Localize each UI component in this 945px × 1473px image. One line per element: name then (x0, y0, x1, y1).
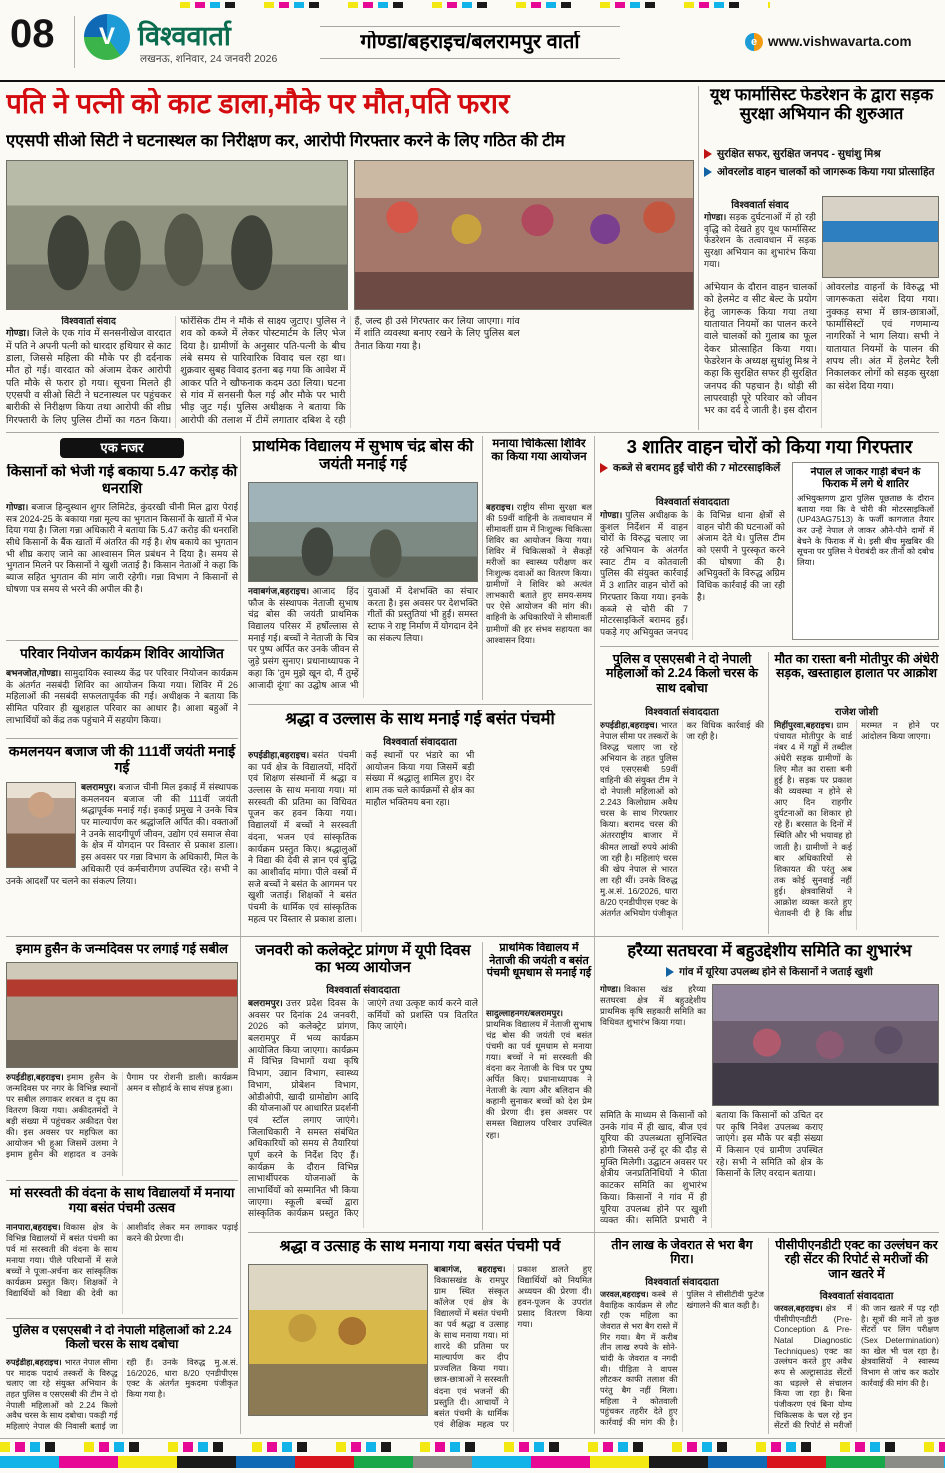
body-text: विकास खंड हरैय्या सतघरवा क्षेत्र में बहुउद्देशीय प्राथमिक कृषि सहकारी समिति का विधिवत शुभारंभ किया गया। (600, 984, 706, 1028)
body-text: बसंत पंचमी का पर्व क्षेत्र के विद्यालयों, मंदिरों एवं शिक्षण संस्थानों में श्रद्धा व उल्लास के साथ मनाया गया। मां सरस्वती की प्रतिमा का विधिवत पूजन कर हवन किया गया। विद्यालयों में बच्चों ने सरस्वती वंदना, भजन एवं सांस्कृतिक कार्यक्रम प्रस्तुत किए। श्रद्धालुओं ने विद्या की देवी से ज्ञान एवं बुद्धि का आशीर्वाद मांगा। पीले वस्त्रों में सजे बच्चों ने बसंत के आगमन पर खुशी जताई। शिक्षकों ने बसंत पंचमी के धार्मिक एवं सांस्कृतिक महत्व पर विस्तार से प्रकाश डाला। कई स्थानों पर भंडारे का भी आयोजन किया गया जिसमें बड़ी संख्या में श्रद्धालु शामिल हुए। देर शाम तक चले कार्यक्रमों से क्षेत्र का माहौल भक्तिमय बना रहा। (248, 750, 475, 924)
basant-ullas-byline: विश्ववार्ता संवाददाता (383, 737, 457, 748)
rule-horizontal (6, 640, 238, 641)
section-title: गोण्डा/बहराइच/बलरामपुर वार्ता (360, 31, 580, 53)
rule-horizontal (320, 58, 620, 59)
body-pariwar-niyojan (6, 668, 238, 734)
dateline: रुपईडीहा,बहराइच। (248, 750, 310, 760)
bullet-text: कब्जे से बरामद हुईं चोरी की 7 मोटरसाइकिलें (613, 462, 781, 474)
pcp-byline: विश्ववार्ता संवाददाता (819, 1291, 894, 1302)
body-text: विकासखंड के रामपुर ग्राम स्थित संस्कृत कॉलेज एवं क्षेत्र के विद्यालयों में बसंत पंचमी का पर्व श्रद्धा व उत्साह के साथ मनाया गया। मां शारदे की प्रतिमा पर माल्यार्पण कर दीप प्रज्वलित किया गया। छात्र-छात्राओं ने सरस्वती वंदना एवं भजनों की प्रस्तुति दी। आचार्यों ने बसंत पंचमी के धार्मिक एवं शैक्षिक महत्व पर प्रकाश डालते हुए विद्यार्थियों को नियमित अध्ययन की प्रेरणा दी। हवन-पूजन के उपरांत प्रसाद वितरण किया गया। (434, 1264, 592, 1429)
bullet-text: गांव में यूरिया उपलब्ध होने से किसानों ने जताई खुशी (679, 966, 873, 978)
headline-subhash-jayanti: प्राथमिक विद्यालय में सुभाष चंद्र बोस की जयंती मनाई गई (252, 438, 474, 473)
body-text: विकास क्षेत्र के विभिन्न विद्यालयों में बसंत पंचमी का पर्व मां सरस्वती की वंदना के साथ मनाया गया। पीले परिधानों में सजे बच्चों ने पूजा-अर्चना कर सांस्कृतिक कार्यक्रम प्रस्तुत किए। शिक्षकों ने विद्यार्थियों को विद्या की देवी का आशीर्वाद लेकर मन लगाकर पढ़ाई करने की प्रेरणा दी। (6, 1222, 238, 1299)
rule-horizontal (6, 936, 939, 937)
lead-body-text: जिले के एक गांव में सनसनीखेज वारदात में पति ने अपनी पत्नी को धारदार हथियार से काट डाला, जिससे महिला की मौके पर ही दर्दनाक मौत हो गई। वारदात को अंजाम देकर आरोपी पति मौके से फरार हो गया। सूचना मिलते ही एएसपी व सीओ सिटी ने घटनास्थल पर पहुंचकर बारीकी से निरीक्षण किया तथा आरोपी की शीघ्र गिरफ्तारी के लिए पुलिस टीमों का गठन किया। फोरेंसिक टीम ने मौके से साक्ष्य जुटाए। पुलिस ने शव को कब्जे में लेकर पोस्टमार्टम के लिए भेज दिया है। ग्रामीणों के अनुसार पति-पत्नी के बीच लंबे समय से पारिवारिक विवाद चल रहा था। शुक्रवार सुबह विवाद इतना बढ़ गया कि आवेश में आकर पति ने खौफनाक कदम उठा लिया। घटना से गांव में सनसनी फैल गई और मौके पर भारी भीड़ जुट गई। पुलिस अधीक्षक ने बताया कि आरोपी की तलाश में टीमें लगातार दबिश दे रही हैं, जल्द ही उसे गिरफ्तार कर लिया जाएगा। गांव में शांति व्यवस्था बनाए रखने के लिए पुलिस बल तैनात किया गया है। (6, 316, 520, 426)
arrow-bullet-icon (704, 149, 712, 159)
dateline: जरवल,बहराइच। (774, 1304, 823, 1313)
photo-basant-group (248, 1264, 428, 1416)
rule-horizontal (6, 432, 939, 433)
page-number: 08 (10, 12, 55, 56)
dateline: रुपईडीहा,बहराइच। (6, 1072, 64, 1082)
motipur-byline: राजेश जोशी (834, 707, 879, 718)
jewellery-byline: विश्ववार्ता संवाददाता (645, 1277, 719, 1288)
edition-line: लखनऊ, शनिवार, 24 जनवरी 2026 (140, 53, 278, 65)
body-text: बजाज चीनी मिल इकाई में संस्थापक कमलनयन बजाज जी की 111वीं जयंती श्रद्धापूर्वक मनाई गई। इकाई प्रमुख ने उनके चित्र पर माल्यार्पण कर श्रद्धांजलि अर्पित की। वक्ताओं ने उनके सादगीपूर्ण जीवन, उद्योग एवं समाज सेवा के क्षेत्र में योगदान पर विस्तार से प्रकाश डाला। इस अवसर पर गन्ना विभाग के अधिकारी, मिल के अधिकारी एवं कर्मचारीगण उपस्थित रहे। सभी ने उनके आदर्शों पर चलने का संकल्प लिया। (6, 782, 238, 886)
headline-bajaj-jayanti: कमलनयन बजाज जी की 111वीं जयंती मनाई गई (8, 744, 236, 775)
body-motipur (774, 720, 939, 930)
arrow-bullet-icon (704, 167, 712, 177)
photo-school-function (248, 482, 478, 582)
rule-horizontal (6, 738, 238, 739)
rule-vertical (482, 436, 483, 700)
bullet-text: ओवरलोड वाहन चालकों को जागरूक किया गया प्रोत्साहित (717, 166, 935, 178)
body-medical-camp (486, 502, 592, 698)
body-netaji-basant (486, 1008, 592, 1228)
body-kisan-bakaya (6, 502, 238, 636)
body-text: भारत नेपाल सीमा पर तस्करों के विरुद्ध चलाए जा रहे अभियान के तहत पुलिस एवं एसएसबी 59वीं वाहिनी की संयुक्त टीम ने दो नेपाली महिलाओं को 2.243 किलोग्राम अवैध चरस के साथ गिरफ्तार किया। बरामद चरस की अंतरराष्ट्रीय बाजार में कीमत लाखों रुपये आंकी जा रही है। महिलाएं चरस की खेप नेपाल से भारत ला रही थीं। उनके विरुद्ध मु.अ.सं. 16/2026, धारा 8/20 एनडीपीएस एक्ट के अंतर्गत अभियोग पंजीकृत कर विधिक कार्रवाई की जा रही है। (600, 720, 764, 918)
photo-road-safety-banner (822, 196, 939, 278)
side-box-body: अभियुक्तगण द्वारा पुलिस पूछताछ के दौरान बताया गया कि वे चोरी की मोटरसाइकिलों (UP43AG7513) के फर्जी कागजात तैयार कर उन्हें नेपाल ले जाकर औने-पौने दामों में बेचने के फिराक में थे। इसी बीच मुखबिर की सूचना पर पुलिस ने घेराबंदी कर तीनों को दबोच लिया। (797, 493, 934, 567)
body-text: क्षेत्र में पीसीपीएनडीटी (Pre-Conception & Pre-Natal Diagnostic Techniques) एक्ट का उल्लंघन करते हुए अवैध रूप से अल्ट्रासाउंड सेंटरों का धड़ल्ले से संचालन किया जा रहा है। बिना पंजीकरण एवं बिना योग्य चिकित्सक के चल रहे इन सेंटरों की रिपोर्ट से मरीजों की जान खतरे में पड़ रही है। सूत्रों की मानें तो कुछ सेंटरों पर लिंग परीक्षण (Sex Determination) का खेल भी चल रहा है। क्षेत्रवासियों ने स्वास्थ्य विभाग से जांच कर कठोर कार्रवाई की मांग की है। (774, 1304, 939, 1431)
body-text: सड़क दुर्घटनाओं में हो रही वृद्धि को देखते हुए यूथ फार्मासिस्ट फेडरेशन के तत्वावधान में सड़क सुरक्षा अभियान का शुभारंभ किया गया। (704, 212, 816, 269)
dateline: बाबागंज, बहराइच। (434, 1264, 506, 1274)
dateline: बलरामपुर। (248, 998, 283, 1008)
body-text: आजाद हिंद फौज के संस्थापक नेताजी सुभाष चंद्र बोस की जयंती प्राथमिक विद्यालय परिसर में हर्षोल्लास से मनाई गई। बच्चों ने नेताजी के चित्र पर पुष्प अर्पित कर उनके जीवन से जुड़े प्रसंग सुनाए। प्रधानाध्यापक ने कहा कि 'तुम मुझे खून दो, मैं तुम्हें आजादी दूंगा' का उद्घोष आज भी युवाओं में देशभक्ति का संचार करता है। इस अवसर पर देशभक्ति गीतों की प्रस्तुतियां भी हुईं। समस्त स्टाफ ने राष्ट्र निर्माण में योगदान देने का संकल्प लिया। (248, 586, 478, 690)
roadsafety-bullet-1 (704, 148, 939, 164)
thieves-byline: विश्ववार्ता संवाददाता (655, 497, 730, 508)
headline-saraswati-vandana: मां सरस्वती की वंदना के साथ विद्यालयों में मनाया गया बसंत पंचमी उत्सव (9, 1186, 235, 1215)
photo-sabeel-street (6, 962, 238, 1068)
body-up-diwas (248, 998, 478, 1228)
web-logo-icon: e (745, 33, 763, 51)
website-url: www.vishwavarta.com (768, 34, 912, 49)
body-pcpndt (774, 1304, 939, 1432)
body-text: बजाज हिन्दुस्थान शुगर लिमिटेड, कुंदरखी चीनी मिल द्वारा पेराई सत्र 2024-25 के बकाया गन्ना मूल्य का भुगतान किसानों के खातों में भेज दिया गया है। जिला गन्ना अधिकारी ने बताया कि 5.47 करोड़ की धनराशि सीधे किसानों के बैंक खातों में अंतरित की गई है। शेष बकाये का भुगतान भी शीघ्र कराए जाने का आश्वासन मिल प्रबंधन ने दिया है। समय से भुगतान मिलने पर किसानों ने खुशी जताई है। किसान नेताओं ने कहा कि ब्याज सहित भुगतान की मांग जारी रहेगी। गन्ना विभाग ने किसानों से घोषणा पत्र समय से भरने की अपील की है। (6, 502, 238, 594)
photo-crime-scene-inspection (6, 160, 348, 310)
rule-vertical (768, 652, 769, 934)
body-thieves (600, 510, 785, 640)
photo-bajaj-portrait (6, 782, 76, 868)
roadsafety-body-intro (704, 212, 816, 278)
masthead-rule (0, 80, 945, 82)
roadsafety-body: अभियान के दौरान वाहन चालकों को हेलमेट व सीट बेल्ट के प्रयोग हेतु जागरूक किया गया तथा यातायात नियमों का पालन करने वाले चालकों को गुलाब का फूल देकर प्रोत्साहित किया गया। फेडरेशन के अध्यक्ष सुधांशु मिश्र ने कहा कि सुरक्षित सफर ही सुरक्षित जनपद की पहचान है। थोड़ी सी लापरवाही पूरे परिवार को जीवन भर का दर्द दे जाती है। इस दौरान ओवरलोड वाहनों के विरुद्ध भी जागरूकता संदेश दिया गया। नुक्कड़ सभा में छात्र-छात्राओं, फार्मासिस्टों एवं गणमान्य नागरिकों ने भाग लिया। सभी ने यातायात नियमों के पालन की शपथ ली। अंत में हेलमेट रैली निकालकर लोगों को सड़क सुरक्षा का संदेश दिया गया। (704, 282, 939, 417)
charas-right-byline: विश्ववार्ता संवाददाता (645, 707, 719, 718)
lead-dateline: गोण्डा। (6, 328, 30, 340)
brand-name: विश्ववार्ता (138, 21, 231, 51)
roadsafety-headline: यूथ फार्मासिस्ट फेडरेशन के द्वारा सड़क सुरक्षा अभियान की शुरुआत (709, 86, 934, 123)
bullet-text: सुरक्षित सफर, सुरक्षित जनपद - सुधांशु मिश्र (717, 148, 881, 160)
headline-netaji-basant: प्राथमिक विद्यालय में नेताजी की जयंती व बसंत पंचमी धूमधाम से मनाई गई (486, 942, 592, 980)
roadsafety-bullet-2 (704, 166, 939, 194)
print-color-bar-top (180, 2, 770, 8)
dateline: बलरामपुर। (81, 782, 116, 792)
brand-logo-icon: V (84, 14, 130, 60)
body-text: पुलिस अधीक्षक के कुशल निर्देशन में वाहन चोरों के विरुद्ध चलाए जा रहे अभियान के अंतर्गत स्वाट टीम व कोतवाली पुलिस की संयुक्त कार्रवाई में 3 शातिर वाहन चोरों को गिरफ्तार किया गया। इनके कब्जे से चोरी की 7 मोटरसाइकिलें बरामद हुईं। पकड़े गए अभियुक्त जनपद के विभिन्न थाना क्षेत्रों से वाहन चोरी की घटनाओं को अंजाम देते थे। पुलिस टीम को एसपी ने पुरस्कृत करने की घोषणा की है। अभियुक्तों के विरुद्ध अग्रिम विधिक कार्रवाई की जा रही है। (600, 510, 785, 637)
body-text: इमाम हुसैन के जन्मदिवस पर नगर के विभिन्न स्थानों पर सबील लगाकर शरबत व दूध का वितरण किया गया। अकीदतमंदों ने बड़ी संख्या में पहुंचकर अकीदत पेश की। इस अवसर पर महफिल का आयोजन भी हुआ जिसमें उलमा ने इमाम हुसैन की शहादत व उनके पैगाम पर रोशनी डाली। कार्यक्रम अमन व सौहार्द के साथ संपन्न हुआ। (6, 1072, 238, 1160)
rule-horizontal (320, 26, 620, 27)
body-basant-utsah (434, 1264, 592, 1432)
rule-horizontal (0, 1438, 945, 1439)
dateline: बहराइच। (486, 502, 514, 512)
dateline: रुपईडीहा,बहराइच। (6, 1358, 62, 1367)
rule-vertical (240, 436, 241, 1434)
body-charas-right (600, 720, 764, 930)
thieves-highlight (600, 462, 785, 492)
body-text: ग्राम पंचायत मोतीपुर के वार्ड नंबर 4 में गड्ढों में तब्दील अंधेरी सड़क ग्रामीणों के लिए मौत का रास्ता बनी हुई है। सड़क पर प्रकाश की व्यवस्था न होने से आए दिन राहगीर दुर्घटनाओं का शिकार हो रहे हैं। बरसात के दिनों में स्थिति और भी भयावह हो जाती है। ग्रामीणों ने कई बार अधिकारियों से शिकायत की परंतु अब तक कोई सुनवाई नहीं हुई। क्षेत्रवासियों ने आक्रोश व्यक्त करते हुए चेतावनी दी है कि शीघ्र मरम्मत न होने पर आंदोलन किया जाएगा। (774, 720, 939, 918)
headline-harraiya-samiti: हरैय्या सतघरवा में बहुउद्देशीय समिति का शुभारंभ (627, 942, 912, 960)
rule-vertical (768, 1238, 769, 1434)
body-basant-ullas (248, 750, 592, 932)
dateline: गोण्डा। (600, 510, 623, 520)
dateline: मिहींपुरवा,बहराइच। (774, 720, 834, 730)
body-text: सामुदायिक स्वास्थ्य केंद्र पर परिवार नियोजन कार्यक्रम के अंतर्गत नसबंदी शिविर का आयोजन किया गया। शिविर में 26 महिलाओं की नसबंदी सफलतापूर्वक की गई। अधीक्षक ने बताया कि सीमित परिवार ही खुशहाल परिवार का आधार है। आशा बहुओं ने लाभार्थियों को केंद्र तक पहुंचाने में सहयोग किया। (6, 668, 238, 725)
headline-pcpndt: पीसीपीएनडीटी एक्ट का उल्लंघन कर रही सेंटर की रिपोर्ट से मरीजों की जान खतरे में (775, 1238, 938, 1281)
rule-horizontal (600, 646, 939, 647)
headline-pariwar-niyojan: परिवार नियोजन कार्यक्रम शिविर आयोजित (20, 646, 224, 661)
dateline: रुपईडीहा,बहराइच। (600, 720, 658, 730)
body-saraswati-vandana (6, 1222, 238, 1314)
headline-imam-sabeel: इमाम हुसैन के जन्मदिवस पर लगाई गई सबील (16, 942, 228, 956)
dateline: जरवल,बहराइच। (600, 1290, 649, 1299)
arrow-bullet-icon (600, 463, 608, 473)
body-text: प्राथमिक विद्यालय में नेताजी सुभाष चंद्र बोस की जयंती एवं बसंत पंचमी का पर्व धूमधाम से मनाया गया। बच्चों ने मां सरस्वती की वंदना कर नेताजी के चित्र पर पुष्प अर्पित किए। प्रधानाध्यापक ने नेताजी के त्याग और बलिदान की कहानी सुनाकर बच्चों को देश प्रेम की प्रेरणा दी। इस अवसर पर समस्त विद्यालय परिवार उपस्थित रहा। (486, 1019, 592, 1140)
lead-body (6, 316, 694, 428)
arrow-bullet-icon (666, 967, 674, 977)
lead-subhead: एएसपी सीओ सिटी ने घटनास्थल का निरीक्षण कर, आरोपी गिरफ्तार करने के लिए गठित की टीम (6, 132, 565, 150)
rule-vertical (594, 436, 595, 1434)
thieves-side-box (792, 462, 939, 640)
lead-byline: विश्ववार्ता संवाद (61, 316, 116, 327)
dateline: गोण्डा। (6, 502, 29, 512)
headline-motipur-road: मौत का रास्ता बनी मोतीपुर की अंधेरी सड़क, खस्ताहाल हालात पर आक्रोश (774, 652, 939, 681)
dateline: नवाबगंज,बहराइच। (248, 586, 310, 596)
body-text: राष्ट्रीय सीमा सुरक्षा बल की 59वीं वाहिनी के तत्वावधान में सीमावर्ती ग्राम में निःशुल्क चिकित्सा शिविर का आयोजन किया गया। शिविर में चिकित्सकों ने सैकड़ों मरीजों का स्वास्थ्य परीक्षण कर निःशुल्क दवाओं का वितरण किया। ग्रामीणों ने शिविर को अत्यंत लाभकारी बताते हुए समय-समय पर ऐसे आयोजन की मांग की। वाहिनी के अधिकारियों ने सीमावर्ती ग्रामीणों की हर संभव सहायता का आश्वासन दिया। (486, 502, 592, 645)
rule-vertical (698, 86, 699, 430)
harraiya-highlight (600, 966, 939, 981)
headline-medical-camp: मनाया चिकित्सा शिविर का किया गया आयोजन (491, 438, 587, 464)
body-harraiya-intro (600, 984, 706, 1104)
dateline: सादुल्लाहनगर/बलरामपुर। (486, 1008, 564, 1018)
body-harraiya: समिति के माध्यम से किसानों को उनके गांव में ही खाद, बीज एवं यूरिया की उपलब्धता सुनिश्चित होगी जिससे उन्हें दूर की दौड़ से मुक्ति मिलेगी। उद्घाटन अवसर पर क्षेत्रीय जनप्रतिनिधियों ने फीता काटकर समिति का शुभारंभ किया। किसानों ने गांव में ही यूरिया उपलब्ध होने पर खुशी व्यक्त की। समिति प्रभारी ने बताया कि किसानों को उचित दर पर कृषि निवेश उपलब्ध कराए जाएंगे। इस मौके पर बड़ी संख्या में किसान एवं ग्रामीण उपस्थित रहे। सभी ने समिति को क्षेत्र के किसानों के लिए वरदान बताया। (600, 1110, 823, 1226)
headline-vehicle-thieves: 3 शातिर वाहन चोरों को किया गया गिरफ्तार (626, 436, 913, 457)
body-text: उत्तर प्रदेश दिवस के अवसर पर दिनांक 24 जनवरी, 2026 को कलेक्ट्रेट प्रांगण, बलरामपुर में भव्य कार्यक्रम आयोजित किया जाएगा। कार्यक्रम में विभिन्न विभागों यथा कृषि विभाग, उद्यान विभाग, स्वास्थ्य विभाग, प्रोबेशन विभाग, ओडीओपी, खादी ग्रामोद्योग आदि की योजनाओं पर आधारित प्रदर्शनी एवं स्टॉल लगाए जाएंगे। जिलाधिकारी ने समस्त संबंधित अधिकारियों को समय से तैयारियां पूर्ण करने के निर्देश दिए हैं। कार्यक्रम के दौरान विभिन्न लाभार्थीपरक योजनाओं के लाभार्थियों को सम्मानित भी किया जाएगा। स्कूली बच्चों द्वारा सांस्कृतिक कार्यक्रम प्रस्तुत किए जाएंगे तथा उत्कृष्ट कार्य करने वाले कर्मियों को प्रशस्ति पत्र वितरित किए जाएंगे। (248, 998, 478, 1219)
body-bajaj-jayanti (6, 782, 238, 932)
headline-up-diwas: जनवरी को कलेक्ट्रेट प्रांगण में यूपी दिवस का भव्य आयोजन (255, 942, 471, 977)
body-charas-left (6, 1358, 238, 1434)
dateline: बभनजोत,गोण्डा। (6, 668, 62, 678)
up-diwas-byline: विश्ववार्ता संवाददाता (326, 985, 400, 996)
headline-jewellery-bag: तीन लाख के जेवरात से भरा बैग गिरा। (611, 1238, 753, 1267)
rule-horizontal (6, 1318, 238, 1319)
photo-ribbon-cutting (712, 984, 939, 1106)
headline-basant-utsah: श्रद्धा व उत्साह के साथ मनाया गया बसंत पंचमी पर्व (279, 1238, 561, 1255)
headline-basant-ullas: श्रद्धा व उल्लास के साथ मनाई गई बसंत पंचमी (285, 710, 555, 728)
body-jewellery-bag (600, 1290, 764, 1432)
rule-horizontal (248, 1232, 939, 1233)
lead-headline: पति ने पत्नी को काट डाला,मौके पर मौत,पति फरार (6, 88, 510, 119)
roadsafety-byline: विश्ववार्ता संवाद (731, 200, 789, 211)
dateline: गोण्डा। (704, 212, 727, 222)
print-color-bar-solid (0, 1456, 945, 1468)
body-subhash (248, 586, 478, 698)
photo-village-crowd (354, 160, 694, 310)
rule-horizontal (248, 704, 592, 705)
headline-charas-right: पुलिस व एसएसबी ने दो नेपाली महिलाओं को 2.24 किलो चरस के साथ दबोचा (605, 652, 759, 695)
body-imam-sabeel (6, 1072, 238, 1176)
dateline: गोण्डा। (600, 984, 621, 994)
dateline: नानपारा,बहराइच। (6, 1222, 61, 1232)
body-text: कस्बे से वैवाहिक कार्यक्रम से लौट रही एक महिला का जेवरात से भरा बैग रास्ते में गिर गया। बैग में करीब तीन लाख रुपये के सोने-चांदी के जेवरात व नगदी थी। पीड़िता ने वापस लौटकर काफी तलाश की परंतु बैग नहीं मिला। महिला ने कोतवाली पहुंचकर तहरीर देते हुए कार्रवाई की मांग की है। पुलिस ने सीसीटीवी फुटेज खंगालने की बात कही है। (600, 1290, 764, 1427)
headline-charas-left: पुलिस व एसएसबी ने दो नेपाली महिलाओं को 2.24 किलो चरस के साथ दबोचा (12, 1324, 232, 1351)
rule-horizontal (6, 1180, 238, 1181)
headline-kisan-bakaya: किसानों को भेजी गई बकाया 5.47 करोड़ की धनराशि (6, 464, 238, 497)
section-label-ek-nazar: एक नजर (60, 438, 184, 458)
body-text: भारत नेपाल सीमा पर मादक पदार्थ तस्करों के विरुद्ध चलाए जा रहे संयुक्त अभियान के तहत पुलिस व एसएसबी की टीम ने दो नेपाली महिलाओं को 2.24 किलो अवैध चरस के साथ दबोचा। पकड़ी गई महिलाएं नेपाल की निवासी बताई जा रही हैं। उनके विरुद्ध मु.अ.सं. 16/2026, धारा 8/20 एनडीपीएस एक्ट के अंतर्गत मुकदमा पंजीकृत किया गया है। (6, 1358, 238, 1431)
rule-vertical (74, 16, 75, 68)
print-color-bar-ticks (0, 1442, 945, 1452)
side-box-headline: नेपाल ले जाकर गाड़ी बेचने के फिराक में लगे थे शातिर (810, 467, 921, 490)
rule-vertical (482, 942, 483, 1230)
